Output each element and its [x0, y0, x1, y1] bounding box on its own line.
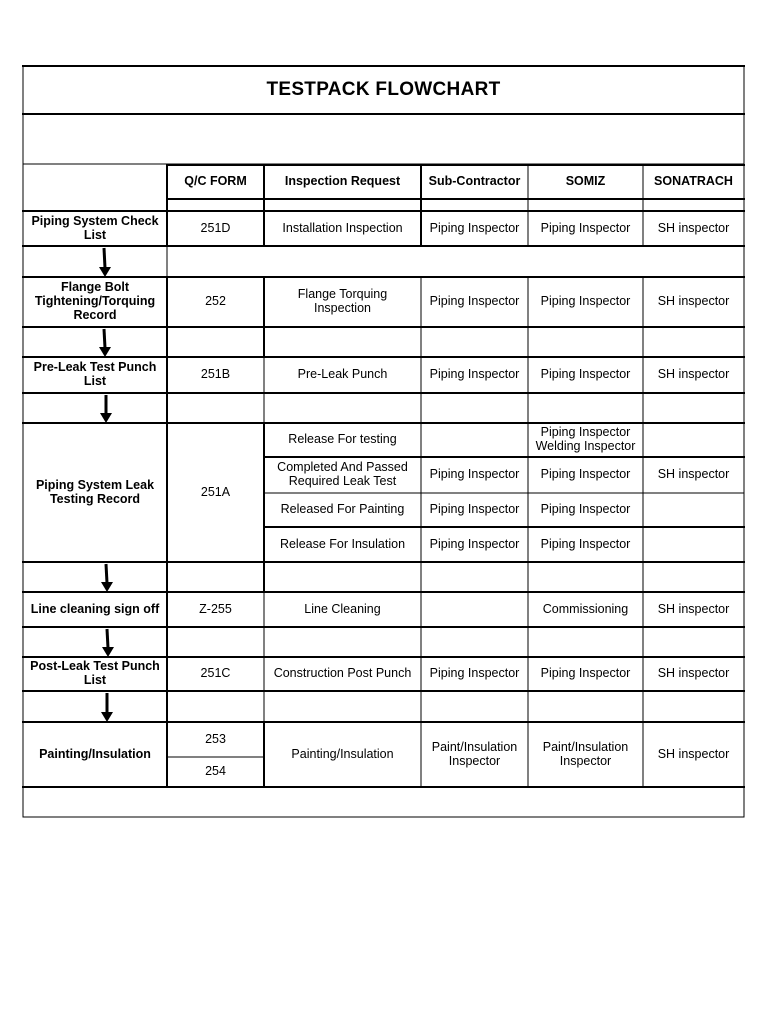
somiz-preleak: Piping Inspector [540, 367, 631, 382]
request-completed-leak-test: Completed And Passed Required Leak Test [277, 460, 408, 488]
header-somiz: SOMIZ [565, 174, 606, 189]
sub-line-cleaning [422, 593, 527, 626]
request-preleak: Pre-Leak Punch [297, 367, 388, 382]
arrow-down-icon [99, 329, 111, 357]
somiz-painting: Paint/Insulation Inspector [542, 739, 629, 768]
form-painting-253: 253 [205, 731, 226, 746]
somiz-completed-leak-test: Piping Inspector [540, 467, 631, 482]
somiz-release-insulation: Piping Inspector [540, 536, 631, 551]
form-piping-check: 251D [200, 220, 231, 235]
header-sub-contractor: Sub-Contractor [428, 174, 521, 189]
form-postleak: 251C [200, 666, 231, 681]
page-title: TESTPACK FLOWCHART [266, 78, 501, 100]
sub-completed-leak-test: Piping Inspector [429, 467, 520, 482]
header-inspection-request: Inspection Request [284, 174, 401, 189]
form-line-cleaning: Z-255 [199, 601, 232, 616]
sonatrach-release-testing [644, 424, 743, 456]
somiz-released-painting: Piping Inspector [540, 502, 631, 517]
request-line-cleaning: Line Cleaning [304, 601, 381, 616]
sonatrach-preleak: SH inspector [657, 367, 730, 382]
request-release-insulation: Release For Insulation [279, 536, 406, 551]
form-painting-254: 254 [205, 764, 226, 779]
somiz-postleak: Piping Inspector [540, 666, 631, 681]
request-release-testing: Release For testing [288, 432, 397, 447]
request-painting: Painting/Insulation [291, 746, 394, 761]
request-flange: Flange Torquing Inspection [297, 287, 388, 315]
form-leak-test: 251A [200, 484, 231, 499]
step-painting: Painting/Insulation [39, 746, 151, 761]
somiz-line-cleaning: Commissioning [542, 601, 629, 616]
arrow-down-icon [102, 629, 114, 657]
request-released-painting: Released For Painting [280, 502, 405, 517]
sonatrach-released-painting [644, 494, 743, 526]
sonatrach-line-cleaning: SH inspector [657, 601, 730, 616]
step-flange: Flange Bolt Tightening/Torquing Record [34, 280, 156, 322]
step-piping-check: Piping System Check List [31, 213, 159, 242]
sub-release-insulation: Piping Inspector [429, 536, 520, 551]
sonatrach-completed-leak-test: SH inspector [657, 467, 730, 482]
header-qc-form: Q/C FORM [184, 174, 247, 189]
sonatrach-release-insulation [644, 528, 743, 561]
step-preleak: Pre-Leak Test Punch List [33, 360, 157, 388]
sub-piping-check: Piping Inspector [429, 220, 520, 235]
arrow-down-icon [101, 693, 113, 722]
step-postleak: Post-Leak Test Punch List [30, 659, 160, 687]
sub-preleak: Piping Inspector [429, 367, 520, 382]
somiz-flange: Piping Inspector [540, 294, 631, 309]
header-sonatrach: SONATRACH [654, 174, 733, 189]
form-flange: 252 [205, 294, 226, 309]
sub-painting: Paint/Insulation Inspector [431, 739, 518, 768]
somiz-piping-check: Piping Inspector [540, 220, 631, 235]
arrow-down-icon [101, 564, 113, 592]
step-leak-test: Piping System Leak Testing Record [35, 477, 155, 506]
sonatrach-postleak: SH inspector [657, 666, 730, 681]
step-line-cleaning: Line cleaning sign off [30, 601, 160, 616]
sonatrach-piping-check: SH inspector [657, 220, 730, 235]
somiz-release-testing: Piping Inspector Welding Inspector [535, 425, 636, 453]
sub-released-painting: Piping Inspector [429, 502, 520, 517]
sonatrach-painting: SH inspector [657, 746, 730, 761]
arrow-down-icon [100, 395, 112, 423]
sonatrach-flange: SH inspector [657, 294, 730, 309]
sub-postleak: Piping Inspector [429, 666, 520, 681]
form-preleak: 251B [200, 367, 231, 382]
sub-flange: Piping Inspector [429, 294, 520, 309]
arrow-down-icon [99, 248, 111, 277]
request-piping-check: Installation Inspection [282, 220, 403, 235]
sub-release-testing [422, 424, 527, 456]
request-postleak: Construction Post Punch [273, 666, 412, 681]
